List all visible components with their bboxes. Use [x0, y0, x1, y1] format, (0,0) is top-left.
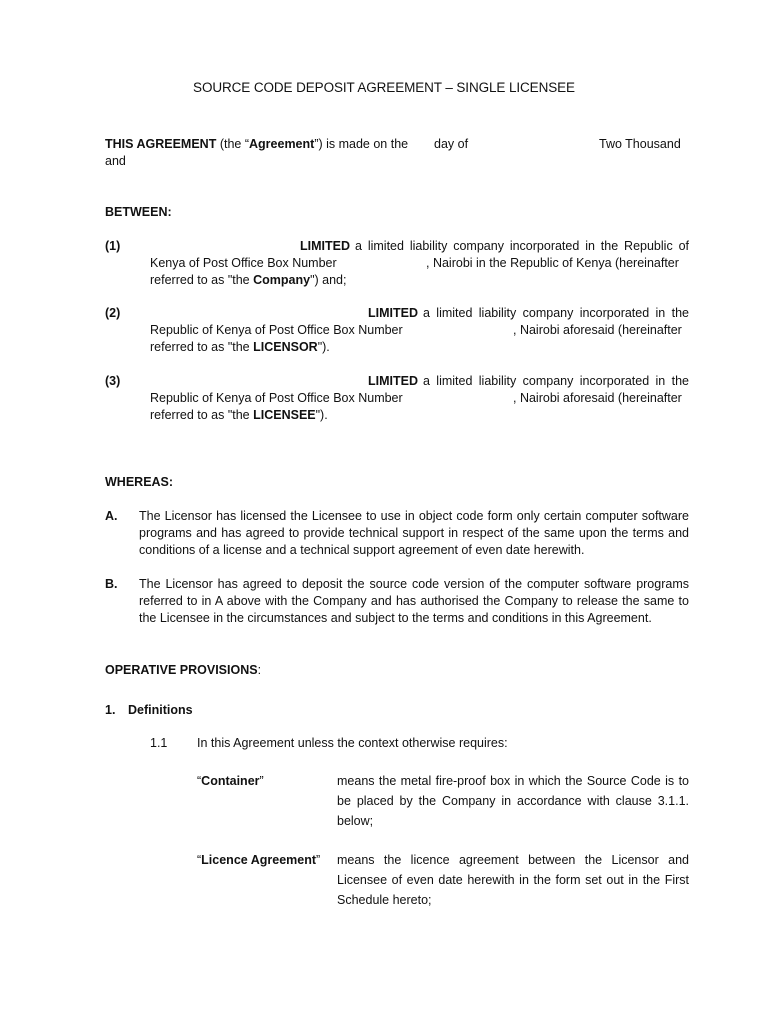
- operative-heading-colon: :: [257, 663, 262, 677]
- intro-two-thousand: Two Thousand: [599, 137, 681, 151]
- intro-text-1: (the “: [216, 137, 250, 151]
- party-referred-end: ").: [315, 408, 328, 422]
- recital-line: referred to in A above with the Company and has authorised the Company to release the same to: [139, 594, 689, 608]
- whereas-heading: WHEREAS:: [105, 475, 174, 489]
- party-line-1: [368, 373, 689, 390]
- definition-close-quote: ”: [316, 853, 321, 867]
- party-location: , Nairobi in the Republic of Kenya (hereinafter: [426, 256, 679, 270]
- party-location: , Nairobi aforesaid (hereinafter: [513, 391, 682, 405]
- definition-open-quote: “: [197, 853, 202, 867]
- party-referred-end: ") and;: [310, 273, 347, 287]
- party-defined-term: LICENSEE: [253, 408, 316, 422]
- document-title: SOURCE CODE DEPOSIT AGREEMENT – SINGLE LICENSEE: [193, 80, 575, 95]
- party-pobox-label: Republic of Kenya of Post Office Box Number: [150, 323, 403, 337]
- party-number: (3): [105, 374, 121, 388]
- clause-number: 1.1: [150, 736, 168, 750]
- intro-line: [105, 136, 408, 153]
- clause-text: In this Agreement unless the context otherwise requires:: [197, 736, 508, 750]
- definition-close-quote: ”: [259, 774, 264, 788]
- recital-line: programs and has agreed to provide technical support in respect of the same upon the terms and: [139, 526, 689, 540]
- party-limited: LIMITED: [368, 374, 418, 388]
- recital-line: The Licensor has agreed to deposit the source code version of the computer software programs: [139, 577, 689, 591]
- party-defined-term: Company: [253, 273, 311, 287]
- definition-term-text: Container: [201, 774, 260, 788]
- operative-heading-text: OPERATIVE PROVISIONS: [105, 663, 258, 677]
- recital-line: The Licensor has licensed the Licensee to use in object code form only certain computer software: [139, 509, 689, 523]
- definition-line: Licensee of even date herewith in the form set out in the First: [337, 873, 689, 887]
- definition-term: [197, 852, 320, 869]
- party-referred-as: [150, 272, 346, 289]
- party-limited: LIMITED: [300, 239, 350, 253]
- operative-heading: [105, 662, 261, 679]
- party-referred-as: [150, 339, 330, 356]
- party-referred-text: referred to as "the: [150, 340, 254, 354]
- party-referred-end: ").: [317, 340, 330, 354]
- party-referred-text: referred to as "the: [150, 273, 254, 287]
- intro-day-of: day of: [434, 137, 469, 151]
- recital-letter: A.: [105, 509, 118, 523]
- definition-line: Schedule hereto;: [337, 893, 432, 907]
- party-defined-term: LICENSOR: [253, 340, 318, 354]
- party-description: a limited liability company incorporated in the: [423, 374, 689, 388]
- party-location: , Nairobi aforesaid (hereinafter: [513, 323, 682, 337]
- recital-letter: B.: [105, 577, 118, 591]
- party-referred-as: [150, 407, 328, 424]
- between-heading: BETWEEN:: [105, 205, 172, 219]
- section-title: Definitions: [128, 703, 193, 717]
- party-line-1: [300, 238, 689, 255]
- recital-line: the Licensee in the circumstances and subject to the terms and conditions in this Agreement.: [139, 611, 652, 625]
- party-number: (2): [105, 306, 121, 320]
- party-limited: LIMITED: [368, 306, 418, 320]
- party-number: (1): [105, 239, 121, 253]
- definition-line: below;: [337, 814, 374, 828]
- party-pobox-label: Republic of Kenya of Post Office Box Number: [150, 391, 403, 405]
- intro-and: and: [105, 154, 126, 168]
- intro-term: Agreement: [249, 137, 315, 151]
- party-description: a limited liability company incorporated in the Republic of: [355, 239, 689, 253]
- definition-line: means the metal fire-proof box in which the Source Code is to: [337, 774, 689, 788]
- party-pobox-label: Kenya of Post Office Box Number: [150, 256, 337, 270]
- intro-lead: THIS AGREEMENT: [105, 137, 217, 151]
- definition-line: be placed by the Company in accordance with clause 3.1.1.: [337, 794, 689, 808]
- party-referred-text: referred to as "the: [150, 408, 254, 422]
- recital-line: conditions of a license and a technical support agreement of even date herewith.: [139, 543, 585, 557]
- party-line-1: [368, 305, 689, 322]
- section-number: 1.: [105, 703, 116, 717]
- definition-open-quote: “: [197, 774, 202, 788]
- definition-term-text: Licence Agreement: [201, 853, 317, 867]
- intro-text-2: ”) is made on the: [314, 137, 409, 151]
- definition-term: [197, 773, 264, 790]
- party-description: a limited liability company incorporated in the: [423, 306, 689, 320]
- definition-line: means the licence agreement between the Licensor and: [337, 853, 689, 867]
